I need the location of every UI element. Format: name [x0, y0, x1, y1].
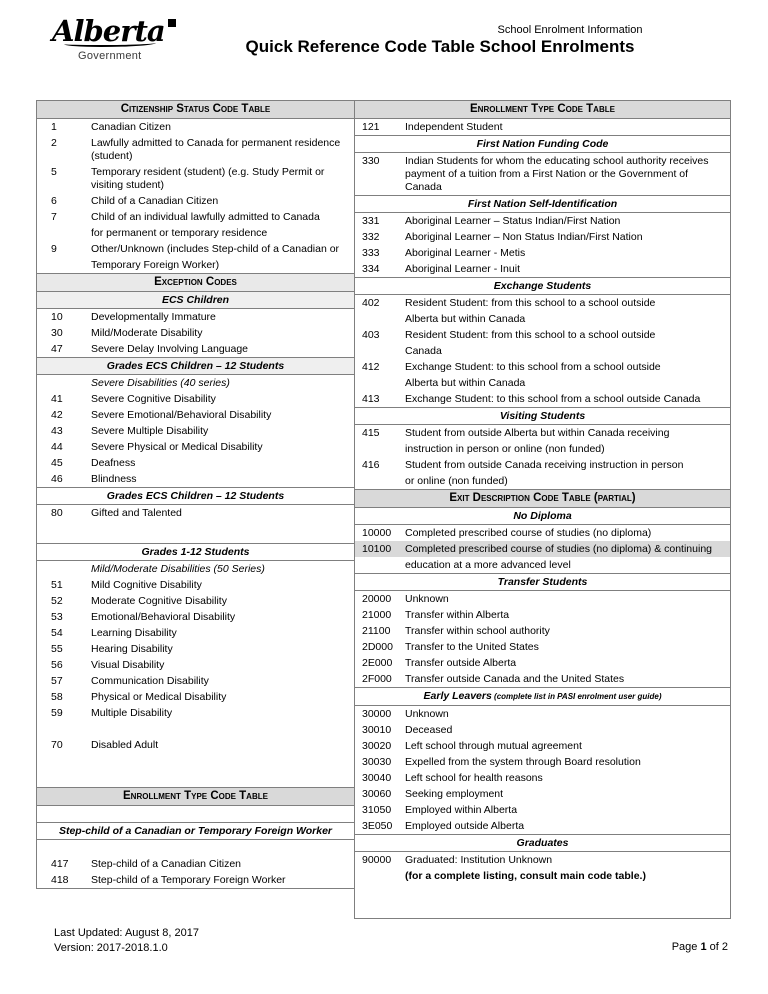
- page-label-infix: of: [706, 941, 722, 953]
- subheader-row: [355, 687, 730, 706]
- code-cell: [37, 561, 91, 577]
- code-cell: 42: [51, 409, 63, 421]
- code-row: [37, 193, 354, 209]
- code-row: [355, 295, 730, 311]
- code-row: [37, 325, 354, 341]
- code-cell: [355, 375, 405, 391]
- subheader-label: Visiting Students: [499, 410, 586, 422]
- spacer-row: [37, 840, 354, 856]
- continuation-row: [37, 225, 354, 241]
- subheader-label: First Nation Funding Code: [476, 138, 609, 150]
- description-cell: instruction in person or online (non funded): [405, 443, 605, 455]
- description-cell: Other/Unknown (includes Step-child of a Canadian or: [91, 243, 340, 255]
- description-cell: Transfer within school authority: [405, 625, 550, 637]
- code-row: [355, 525, 730, 541]
- subheader-label: Early Leavers: [423, 690, 492, 702]
- description-cell: Severe Disabilities (40 series): [91, 377, 230, 389]
- code-cell: 10000: [362, 527, 392, 539]
- code-cell: 417: [51, 858, 69, 870]
- code-cell: 334: [362, 263, 380, 275]
- code-row: [355, 818, 730, 834]
- code-cell: 413: [362, 393, 380, 405]
- code-row: [355, 607, 730, 623]
- code-cell: 46: [51, 473, 63, 485]
- code-cell: 21000: [362, 609, 392, 621]
- code-row: [355, 639, 730, 655]
- description-cell: Canadian Citizen: [91, 121, 171, 133]
- code-cell: 59: [51, 707, 63, 719]
- code-cell: 31050: [362, 804, 392, 816]
- code-row: [37, 455, 354, 471]
- description-cell: Left school for health reasons: [405, 772, 543, 784]
- description-cell: Communication Disability: [91, 675, 209, 687]
- description-cell: Emotional/Behavioral Disability: [91, 611, 236, 623]
- code-cell: 30040: [362, 772, 392, 784]
- code-cell: [37, 375, 91, 391]
- code-row: [37, 209, 354, 225]
- description-cell: Seeking employment: [405, 788, 504, 800]
- code-row: [355, 541, 730, 557]
- code-cell: 80: [51, 507, 63, 519]
- code-row: [37, 341, 354, 357]
- subheader-note: (complete list in PASI enrolment user guide): [491, 692, 662, 701]
- spacer-row: [37, 521, 354, 543]
- description-cell: Completed prescribed course of studies (no diploma): [405, 527, 652, 539]
- code-cell: 332: [362, 231, 380, 243]
- description-cell: Blindness: [91, 473, 137, 485]
- description-cell: Aboriginal Learner – Non Status Indian/First Nation: [405, 231, 643, 243]
- subheader-label: Exchange Students: [493, 280, 592, 292]
- description-cell: Alberta but within Canada: [405, 313, 526, 325]
- description-cell: Left school through mutual agreement: [405, 740, 582, 752]
- description-cell: Developmentally Immature: [91, 311, 216, 323]
- code-cell: [37, 257, 91, 273]
- page-footer: [54, 926, 199, 956]
- italic-note-row: [37, 561, 354, 577]
- code-cell: 9: [51, 243, 57, 255]
- code-row: [37, 135, 354, 164]
- code-cell: 3E050: [362, 820, 393, 832]
- spacer-row: [355, 884, 730, 918]
- code-cell: 331: [362, 215, 380, 227]
- code-row: [355, 229, 730, 245]
- description-cell: Alberta but within Canada: [405, 377, 526, 389]
- table-header-row: Exit Description Code Table (partial): [355, 489, 730, 508]
- code-cell: [355, 441, 405, 457]
- right-table-column: [354, 100, 731, 919]
- subheader-row: [355, 195, 730, 213]
- description-cell: Student from outside Canada receiving instruction in person: [405, 459, 684, 471]
- description-cell: Severe Emotional/Behavioral Disability: [91, 409, 272, 421]
- subheader-row: [37, 487, 354, 505]
- continuation-row: [37, 257, 354, 273]
- description-cell: Independent Student: [405, 121, 503, 133]
- subheader-label: Grades ECS Children – 12 Students: [106, 490, 285, 502]
- code-cell: 20000: [362, 593, 392, 605]
- code-row: [37, 577, 354, 593]
- code-row: [355, 327, 730, 343]
- code-cell: [37, 225, 91, 241]
- code-row: [37, 439, 354, 455]
- description-cell: Multiple Disability: [91, 707, 173, 719]
- code-row: [355, 359, 730, 375]
- code-cell: 44: [51, 441, 63, 453]
- code-cell: 402: [362, 297, 380, 309]
- description-cell: Hearing Disability: [91, 643, 173, 655]
- description-cell: Graduated: Institution Unknown: [405, 854, 553, 866]
- code-cell: 418: [51, 874, 69, 886]
- code-cell: [355, 343, 405, 359]
- description-cell: Employed outside Alberta: [405, 820, 525, 832]
- code-row: [355, 770, 730, 786]
- code-row: [355, 623, 730, 639]
- description-cell: Transfer to the United States: [405, 641, 539, 653]
- document-kicker: School Enrolment Information: [497, 24, 643, 36]
- code-cell: [355, 473, 405, 489]
- subheader-row: [355, 277, 730, 295]
- bold-note-row: [355, 868, 730, 884]
- subheader-label: First Nation Self-Identification: [467, 198, 618, 210]
- description-cell: Transfer outside Canada and the United States: [405, 673, 625, 685]
- description-cell: (for a complete listing, consult main code table.): [405, 870, 646, 882]
- code-cell: 58: [51, 691, 63, 703]
- subheader-row: [37, 357, 354, 375]
- code-row: [37, 407, 354, 423]
- code-cell: 56: [51, 659, 63, 671]
- code-cell: 30010: [362, 724, 392, 736]
- logo-square-icon: [168, 19, 176, 27]
- logo-wordmark-text: Alberta: [52, 14, 165, 48]
- description-cell: Severe Delay Involving Language: [91, 343, 249, 355]
- continuation-row: [355, 311, 730, 327]
- description-cell: Exchange Student: to this school from a school outside Canada: [405, 393, 701, 405]
- continuation-row: [355, 473, 730, 489]
- description-cell: Severe Physical or Medical Disability: [91, 441, 263, 453]
- logo-government-label: Government: [78, 50, 142, 62]
- description-cell: Step-child of a Temporary Foreign Worker: [91, 874, 286, 886]
- description-cell: Exchange Student: to this school from a school outside: [405, 361, 661, 373]
- table-header-row: Citizenship Status Code Table: [37, 101, 354, 119]
- code-row: [355, 671, 730, 687]
- code-row: [355, 786, 730, 802]
- code-row: [355, 738, 730, 754]
- table-header-row: Exception Codes: [37, 273, 354, 292]
- code-cell: 1: [51, 121, 57, 133]
- code-row: [37, 309, 354, 325]
- description-cell: Aboriginal Learner - Metis: [405, 247, 526, 259]
- code-cell: 416: [362, 459, 380, 471]
- description-cell: Resident Student: from this school to a school outside: [405, 297, 656, 309]
- code-cell: 415: [362, 427, 380, 439]
- code-row: [37, 241, 354, 257]
- description-cell: Student from outside Alberta but within Canada receiving: [405, 427, 670, 439]
- code-row: [37, 872, 354, 888]
- table-header-row: Enrollment Type Code Table: [37, 787, 354, 806]
- code-cell: 30: [51, 327, 63, 339]
- code-cell: 30020: [362, 740, 392, 752]
- code-row: [355, 119, 730, 135]
- code-row: [37, 423, 354, 439]
- continuation-row: [355, 557, 730, 573]
- code-cell: [355, 557, 405, 573]
- code-cell: 333: [362, 247, 380, 259]
- code-cell: 45: [51, 457, 63, 469]
- code-cell: 6: [51, 195, 57, 207]
- description-cell: Child of a Canadian Citizen: [91, 195, 219, 207]
- code-row: [37, 391, 354, 407]
- code-cell: 5: [51, 166, 57, 178]
- code-row: [355, 655, 730, 671]
- subheader-label: No Diploma: [513, 510, 572, 522]
- table-header-row: Enrollment Type Code Table: [355, 101, 730, 119]
- code-cell: 52: [51, 595, 63, 607]
- code-row: [355, 261, 730, 277]
- code-row: [355, 245, 730, 261]
- italic-note-row: [37, 375, 354, 391]
- code-row: [37, 641, 354, 657]
- code-row: [355, 391, 730, 407]
- code-cell: 2F000: [362, 673, 392, 685]
- code-cell: 2D000: [362, 641, 393, 653]
- subheader-row: [37, 543, 354, 561]
- code-cell: 30060: [362, 788, 392, 800]
- left-table-column: [36, 100, 355, 889]
- description-cell: or online (non funded): [405, 475, 508, 487]
- description-cell: Mild Cognitive Disability: [91, 579, 202, 591]
- code-cell: [355, 311, 405, 327]
- code-cell: 30030: [362, 756, 392, 768]
- code-row: [355, 706, 730, 722]
- description-cell: Canada: [405, 345, 442, 357]
- subheader-label: Grades ECS Children – 12 Students: [106, 360, 285, 372]
- code-cell: 70: [51, 739, 63, 751]
- page-label-prefix: Page: [671, 941, 701, 953]
- subheader-row: [37, 292, 354, 309]
- subheader-label: ECS Children: [161, 294, 230, 306]
- spacer-row: [37, 806, 354, 822]
- description-cell: Step-child of a Canadian Citizen: [91, 858, 242, 870]
- code-cell: 55: [51, 643, 63, 655]
- description-cell: Employed within Alberta: [405, 804, 518, 816]
- code-row: [37, 119, 354, 135]
- code-row: [37, 673, 354, 689]
- description-cell: Aboriginal Learner - Inuit: [405, 263, 520, 275]
- code-cell: 412: [362, 361, 380, 373]
- code-tables: [36, 100, 731, 919]
- code-cell: 403: [362, 329, 380, 341]
- code-row: [37, 856, 354, 872]
- code-cell: 57: [51, 675, 63, 687]
- description-cell: Severe Cognitive Disability: [91, 393, 216, 405]
- description-cell: Expelled from the system through Board resolution: [405, 756, 641, 768]
- code-row: [355, 722, 730, 738]
- code-row: [355, 213, 730, 229]
- subheader-row: [37, 822, 354, 840]
- code-row: [37, 625, 354, 641]
- code-row: [37, 657, 354, 673]
- code-cell: [355, 868, 405, 884]
- code-cell: 2E000: [362, 657, 393, 669]
- code-row: [37, 737, 354, 753]
- description-cell: Resident Student: from this school to a school outside: [405, 329, 656, 341]
- description-cell: Disabled Adult: [91, 739, 159, 751]
- footer-version: Version: 2017-2018.1.0: [54, 942, 168, 954]
- description-cell: Gifted and Talented: [91, 507, 182, 519]
- code-cell: 90000: [362, 854, 392, 866]
- description-cell: Deceased: [405, 724, 453, 736]
- code-cell: 30000: [362, 708, 392, 720]
- continuation-row: [355, 441, 730, 457]
- footer-last-updated: Last Updated: August 8, 2017: [54, 927, 199, 939]
- description-cell: Mild/Moderate Disability: [91, 327, 203, 339]
- code-row: [355, 153, 730, 195]
- subheader-row: [355, 573, 730, 591]
- description-cell: Transfer within Alberta: [405, 609, 510, 621]
- page-title: Quick Reference Code Table School Enrolments: [245, 37, 635, 56]
- spacer-row: [37, 721, 354, 737]
- description-cell: Temporary resident (student) (e.g. Study Permit or visiting student): [91, 166, 325, 191]
- code-row: [37, 505, 354, 521]
- description-cell: Visual Disability: [91, 659, 165, 671]
- code-cell: 43: [51, 425, 63, 437]
- code-row: [355, 754, 730, 770]
- description-cell: Moderate Cognitive Disability: [91, 595, 227, 607]
- code-cell: 21100: [362, 625, 391, 637]
- description-cell: Indian Students for whom the educating school authority receives payment of a tuition from a First Nation or the Government of Canada: [405, 155, 709, 193]
- code-cell: 53: [51, 611, 63, 623]
- subheader-label: Grades 1-12 Students: [141, 546, 250, 558]
- code-cell: 10100: [362, 543, 392, 555]
- page-label-total: 2: [721, 941, 728, 953]
- subheader-label: Step-child of a Canadian or Temporary Foreign Worker: [58, 825, 333, 837]
- description-cell: Lawfully admitted to Canada for permanent residence (student): [91, 137, 341, 162]
- description-cell: Temporary Foreign Worker): [91, 259, 220, 271]
- description-cell: Physical or Medical Disability: [91, 691, 227, 703]
- code-row: [355, 425, 730, 441]
- code-cell: 330: [362, 155, 380, 167]
- code-cell: 121: [362, 121, 380, 133]
- code-row: [355, 852, 730, 868]
- code-cell: 47: [51, 343, 63, 355]
- subheader-row: [355, 407, 730, 425]
- code-row: [355, 802, 730, 818]
- subheader-label: Graduates: [516, 837, 569, 849]
- code-cell: 41: [51, 393, 63, 405]
- code-row: [355, 457, 730, 473]
- code-cell: 10: [51, 311, 63, 323]
- code-row: [37, 705, 354, 721]
- description-cell: Mild/Moderate Disabilities (50 Series): [91, 563, 265, 575]
- code-row: [37, 164, 354, 193]
- description-cell: Severe Multiple Disability: [91, 425, 209, 437]
- code-row: [37, 689, 354, 705]
- description-cell: Aboriginal Learner – Status Indian/First Nation: [405, 215, 621, 227]
- code-cell: 54: [51, 627, 63, 639]
- subheader-row: [355, 834, 730, 852]
- code-cell: 2: [51, 137, 57, 149]
- subheader-label: Transfer Students: [497, 576, 588, 588]
- continuation-row: [355, 375, 730, 391]
- code-row: [37, 471, 354, 487]
- description-cell: Learning Disability: [91, 627, 177, 639]
- spacer-row: [37, 753, 354, 787]
- code-row: [355, 591, 730, 607]
- description-cell: Unknown: [405, 708, 449, 720]
- page-label-number: 1: [700, 941, 707, 953]
- description-cell: Child of an individual lawfully admitted to Canada: [91, 211, 320, 223]
- description-cell: for permanent or temporary residence: [91, 227, 268, 239]
- description-cell: education at a more advanced level: [405, 559, 571, 571]
- description-cell: Completed prescribed course of studies (no diploma) & continuing: [405, 543, 712, 555]
- code-cell: 51: [51, 579, 63, 591]
- code-row: [37, 609, 354, 625]
- subheader-row: [355, 135, 730, 153]
- description-cell: Deafness: [91, 457, 136, 469]
- description-cell: Transfer outside Alberta: [405, 657, 517, 669]
- description-cell: Unknown: [405, 593, 449, 605]
- code-row: [37, 593, 354, 609]
- code-cell: 7: [51, 211, 57, 223]
- subheader-row: [355, 508, 730, 525]
- continuation-row: [355, 343, 730, 359]
- footer-page-label: [672, 941, 728, 953]
